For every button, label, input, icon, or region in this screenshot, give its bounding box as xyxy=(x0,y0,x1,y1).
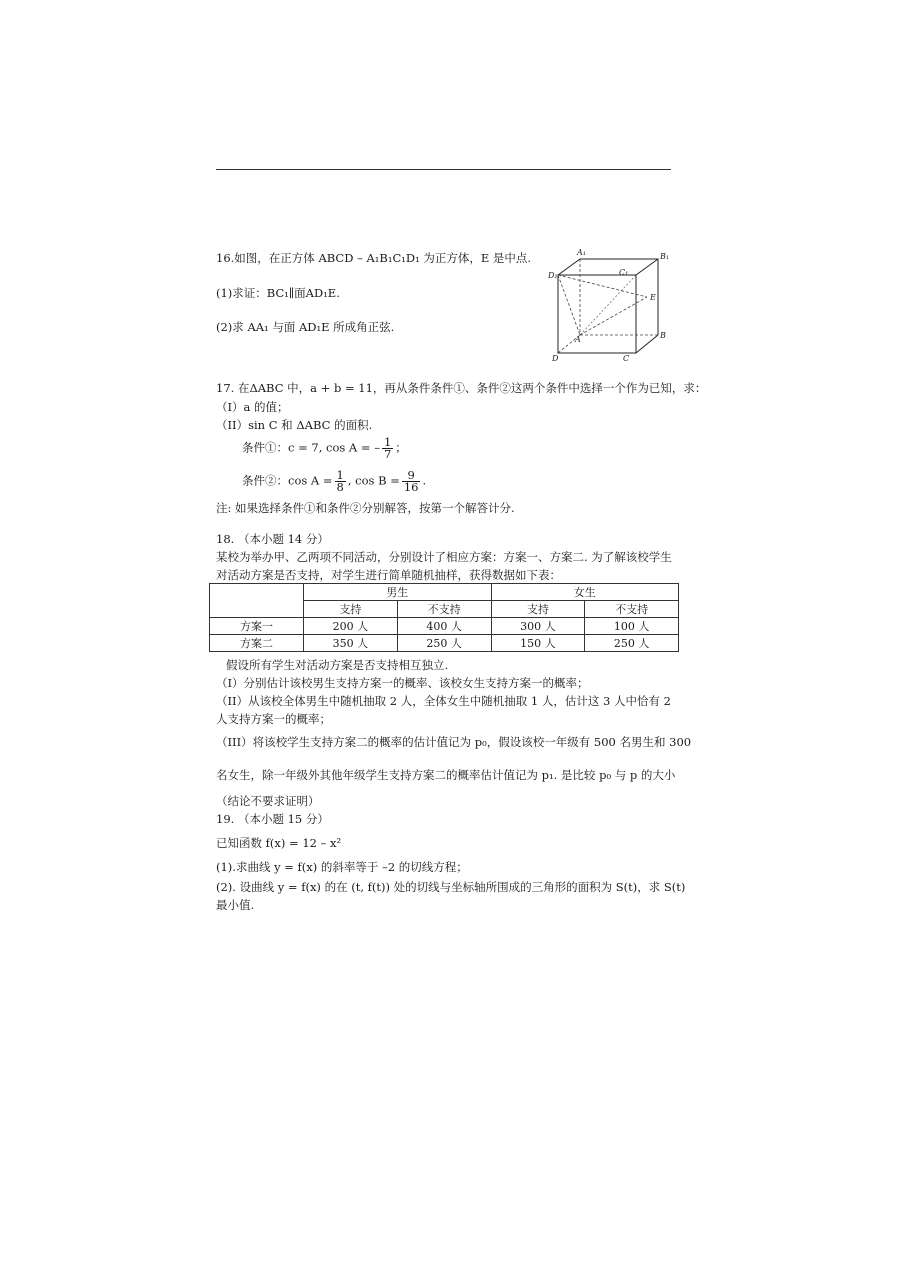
cube-dashed-diag xyxy=(580,275,636,335)
q17-cond2-fraction-b xyxy=(402,470,421,493)
q18-intro-line2: 对活动方案是否支持，对学生进行简单随机抽样，获得数据如下表： xyxy=(216,568,561,582)
table-cell: 400 人 xyxy=(397,618,491,635)
cube-label-d1: D₁ xyxy=(548,271,558,280)
q17-cond2-den1: 8 xyxy=(336,480,344,494)
table-cell: 150 人 xyxy=(491,635,585,652)
table-row xyxy=(210,618,679,635)
q18-part2-line1: （II）从该校全体男生中随机抽取 2 人，全体女生中随机抽取 1 人，估计这 3 人中恰有 2 xyxy=(216,694,671,708)
q18-data-table xyxy=(209,583,679,652)
q16-stem: 16.如图，在正方体 ABCD – A₁B₁C₁D₁ 为正方体，E 是中点. xyxy=(216,251,532,265)
cube-dashed-ad1 xyxy=(558,275,580,335)
q16-part1: (1)求证：BC₁∥面AD₁E. xyxy=(216,286,340,300)
q17-cond1-num: 1 xyxy=(383,435,392,449)
q17-cond2-fraction-a xyxy=(335,470,346,493)
q19-part2-line1: (2). 设曲线 y = f(x) 的在 (t, f(t)) 处的切线与坐标轴所围成的三角形的面积为 S(t)，求 S(t) xyxy=(216,880,686,894)
table-sub-header: 不支持 xyxy=(397,601,491,618)
cube-label-c: C xyxy=(623,354,630,363)
cube-figure xyxy=(540,245,675,363)
q19-given: 已知函数 f(x) = 12 – x² xyxy=(216,836,342,850)
q17-cond1-suffix: ； xyxy=(395,440,407,455)
table-cell: 250 人 xyxy=(585,635,679,652)
q17-stem: 17. 在ΔABC 中，a + b = 11，再从条件条件①、条件②这两个条件中选择一个作为已知，求： xyxy=(216,381,707,395)
q18-part1: （I）分别估计该校男生支持方案一的概率、该校女生支持方案一的概率； xyxy=(216,676,589,690)
q17-condition1 xyxy=(242,437,407,460)
q17-part1: （I）a 的值； xyxy=(216,400,289,414)
table-group-header-row xyxy=(210,584,679,601)
q19-header: 19. （本小题 15 分） xyxy=(216,812,329,826)
q17-cond1-prefix: 条件①：c = 7, cos A = – xyxy=(242,440,380,455)
q17-cond2-num2: 9 xyxy=(402,470,421,482)
table-corner-cell xyxy=(210,584,304,618)
q17-condition2 xyxy=(242,470,426,493)
q18-header: 18. （本小题 14 分） xyxy=(216,532,329,546)
q18-assumption: 假设所有学生对活动方案是否支持相互独立. xyxy=(226,658,449,672)
q19-part2-line2: 最小值. xyxy=(216,898,255,912)
cube-label-c1: C₁ xyxy=(619,268,629,277)
table-row-label: 方案二 xyxy=(210,635,304,652)
cube-label-a1: A₁ xyxy=(577,248,586,257)
table-row xyxy=(210,635,679,652)
table-cell: 200 人 xyxy=(304,618,398,635)
q18-part3-line2: 名女生，除一年级外其他年级学生支持方案二的概率估计值记为 p₁. 是比较 p₀ 与 p 的大小 xyxy=(216,768,676,782)
q18-intro-line1: 某校为举办甲、乙两项不同活动，分别设计了相应方案：方案一、方案二. 为了解该校学生 xyxy=(216,550,672,564)
q18-part2-line2: 人支持方案一的概率； xyxy=(216,712,331,726)
cube-label-b: B xyxy=(660,331,666,340)
cube-label-b1: B₁ xyxy=(660,252,670,261)
cube-front-face xyxy=(558,275,636,353)
table-group-female: 女生 xyxy=(491,584,679,601)
cube-label-d: D xyxy=(552,354,559,363)
table-cell: 100 人 xyxy=(585,618,679,635)
cube-edge xyxy=(636,259,658,275)
cube-label-e: E xyxy=(650,293,656,302)
cube-edge xyxy=(558,259,580,275)
table-group-male: 男生 xyxy=(304,584,492,601)
q17-cond1-den: 7 xyxy=(383,447,392,461)
table-sub-header: 支持 xyxy=(491,601,585,618)
q17-part2: （II）sin C 和 ΔABC 的面积. xyxy=(216,418,373,432)
table-cell: 300 人 xyxy=(491,618,585,635)
table-cell: 350 人 xyxy=(304,635,398,652)
table-sub-header: 支持 xyxy=(304,601,398,618)
q17-cond2-num1: 1 xyxy=(336,468,344,482)
q19-part1: (1).求曲线 y = f(x) 的斜率等于 –2 的切线方程； xyxy=(216,860,468,874)
table-row-label: 方案一 xyxy=(210,618,304,635)
q17-note: 注: 如果选择条件①和条件②分别解答，按第一个解答计分. xyxy=(216,501,515,515)
q17-cond1-fraction xyxy=(382,437,393,460)
cube-edge xyxy=(636,335,658,353)
cube-dashed-ae xyxy=(580,297,647,335)
q17-cond2-prefix: 条件②：cos A = xyxy=(242,473,333,488)
q17-cond2-den2: 16 xyxy=(403,480,419,494)
header-rule xyxy=(216,169,671,170)
cube-dashed-d1e xyxy=(558,275,647,297)
q17-cond2-mid: , cos B = xyxy=(347,473,400,488)
table-cell: 250 人 xyxy=(397,635,491,652)
q16-part2: (2)求 AA₁ 与面 AD₁E 所成角正弦. xyxy=(216,320,395,334)
cube-label-a: A xyxy=(575,335,581,344)
q18-part3-line1: （III）将该校学生支持方案二的概率的估计值记为 p₀，假设该校一年级有 500 名男生和 300 xyxy=(216,735,692,749)
table-sub-header: 不支持 xyxy=(585,601,679,618)
q17-cond2-suffix: . xyxy=(422,473,427,488)
q18-part3-line3: （结论不要求证明） xyxy=(216,794,320,808)
